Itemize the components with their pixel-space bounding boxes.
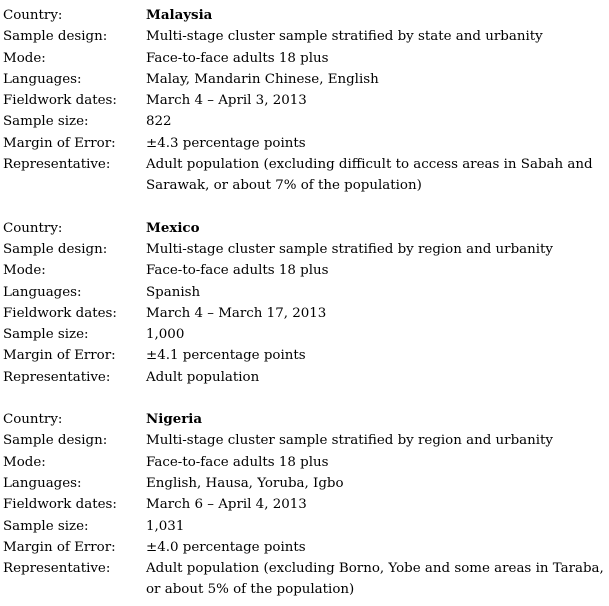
row-sample-size: [3, 111, 609, 132]
row-sample-size: [3, 324, 609, 345]
row-country: [3, 218, 609, 239]
value-sample-design: Multi-stage cluster sample stratified by state and urbanity: [146, 29, 543, 45]
row-languages: [3, 282, 609, 303]
value-mode: Face-to-face adults 18 plus: [146, 50, 329, 66]
value-sample-size: 1,000: [146, 327, 185, 343]
country-name: Nigeria: [146, 411, 203, 428]
label-sample-size: Sample size:: [3, 327, 89, 343]
label-country: Country:: [3, 220, 63, 236]
country-name: Malaysia: [146, 7, 213, 23]
value-mode: Face-to-face adults 18 plus: [146, 263, 329, 279]
label-margin-of-error: Margin of Error:: [3, 539, 116, 555]
label-sample-size: Sample size:: [3, 114, 89, 130]
label-representative: Representative:: [3, 561, 111, 577]
row-mode: [3, 48, 609, 69]
value-languages: Malay, Mandarin Chinese, English: [146, 71, 379, 87]
row-sample-design: [3, 239, 609, 260]
row-representative: [3, 367, 609, 388]
label-representative: Representative:: [3, 369, 111, 385]
value-margin-of-error: ±4.1 percentage points: [146, 348, 306, 364]
value-fieldwork-dates: March 6 – April 4, 2013: [146, 497, 307, 513]
row-languages: [3, 473, 609, 494]
label-sample-design: Sample design:: [3, 241, 108, 257]
label-fieldwork-dates: Fieldwork dates:: [3, 93, 117, 109]
row-sample-size: [3, 516, 609, 537]
label-mode: Mode:: [3, 454, 46, 470]
label-country: Country:: [3, 412, 63, 428]
value-languages: Spanish: [146, 284, 201, 300]
row-sample-design: [3, 26, 609, 47]
row-fieldwork-dates: [3, 494, 609, 515]
value-representative: Adult population (excluding difficult to access areas in Sabah and Sarawak, or about 7% of the population): [146, 157, 593, 194]
label-representative: Representative:: [3, 157, 111, 173]
row-languages: [3, 69, 609, 90]
row-margin-of-error: [3, 537, 609, 558]
value-representative: Adult population (excluding Borno, Yobe and some areas in Taraba, or about 5% of the population): [146, 561, 604, 598]
row-mode: [3, 260, 609, 281]
country-name: Mexico: [146, 219, 200, 236]
label-country: Country:: [3, 8, 63, 23]
value-mode: Face-to-face adults 18 plus: [146, 454, 329, 470]
row-fieldwork-dates: [3, 90, 609, 111]
value-fieldwork-dates: March 4 – April 3, 2013: [146, 93, 307, 109]
label-mode: Mode:: [3, 50, 46, 66]
label-mode: Mode:: [3, 263, 46, 279]
value-fieldwork-dates: March 4 – March 17, 2013: [146, 305, 327, 321]
label-margin-of-error: Margin of Error:: [3, 348, 116, 364]
row-margin-of-error: [3, 133, 609, 154]
row-country: [3, 409, 609, 430]
label-sample-design: Sample design:: [3, 433, 108, 449]
label-fieldwork-dates: Fieldwork dates:: [3, 305, 117, 321]
value-margin-of-error: ±4.0 percentage points: [146, 539, 306, 555]
country-block-nigeria: [3, 409, 609, 601]
label-margin-of-error: Margin of Error:: [3, 135, 116, 151]
label-sample-design: Sample design:: [3, 29, 108, 45]
row-representative: [3, 558, 609, 601]
row-representative: [3, 154, 609, 197]
country-block-mexico: [3, 218, 609, 388]
value-sample-design: Multi-stage cluster sample stratified by region and urbanity: [146, 241, 553, 257]
label-languages: Languages:: [3, 475, 82, 491]
value-languages: English, Hausa, Yoruba, Igbo: [146, 475, 344, 491]
value-representative: Adult population: [146, 369, 260, 385]
row-sample-design: [3, 430, 609, 451]
label-fieldwork-dates: Fieldwork dates:: [3, 497, 117, 513]
value-sample-size: 1,031: [146, 518, 185, 534]
row-country: [3, 5, 609, 26]
label-languages: Languages:: [3, 284, 82, 300]
label-languages: Languages:: [3, 71, 82, 87]
value-sample-design: Multi-stage cluster sample stratified by region and urbanity: [146, 433, 553, 449]
value-sample-size: 822: [146, 114, 172, 130]
label-sample-size: Sample size:: [3, 518, 89, 534]
value-margin-of-error: ±4.3 percentage points: [146, 135, 306, 151]
row-fieldwork-dates: [3, 303, 609, 324]
row-mode: [3, 452, 609, 473]
row-margin-of-error: [3, 345, 609, 366]
country-block-malaysia: [3, 5, 609, 197]
